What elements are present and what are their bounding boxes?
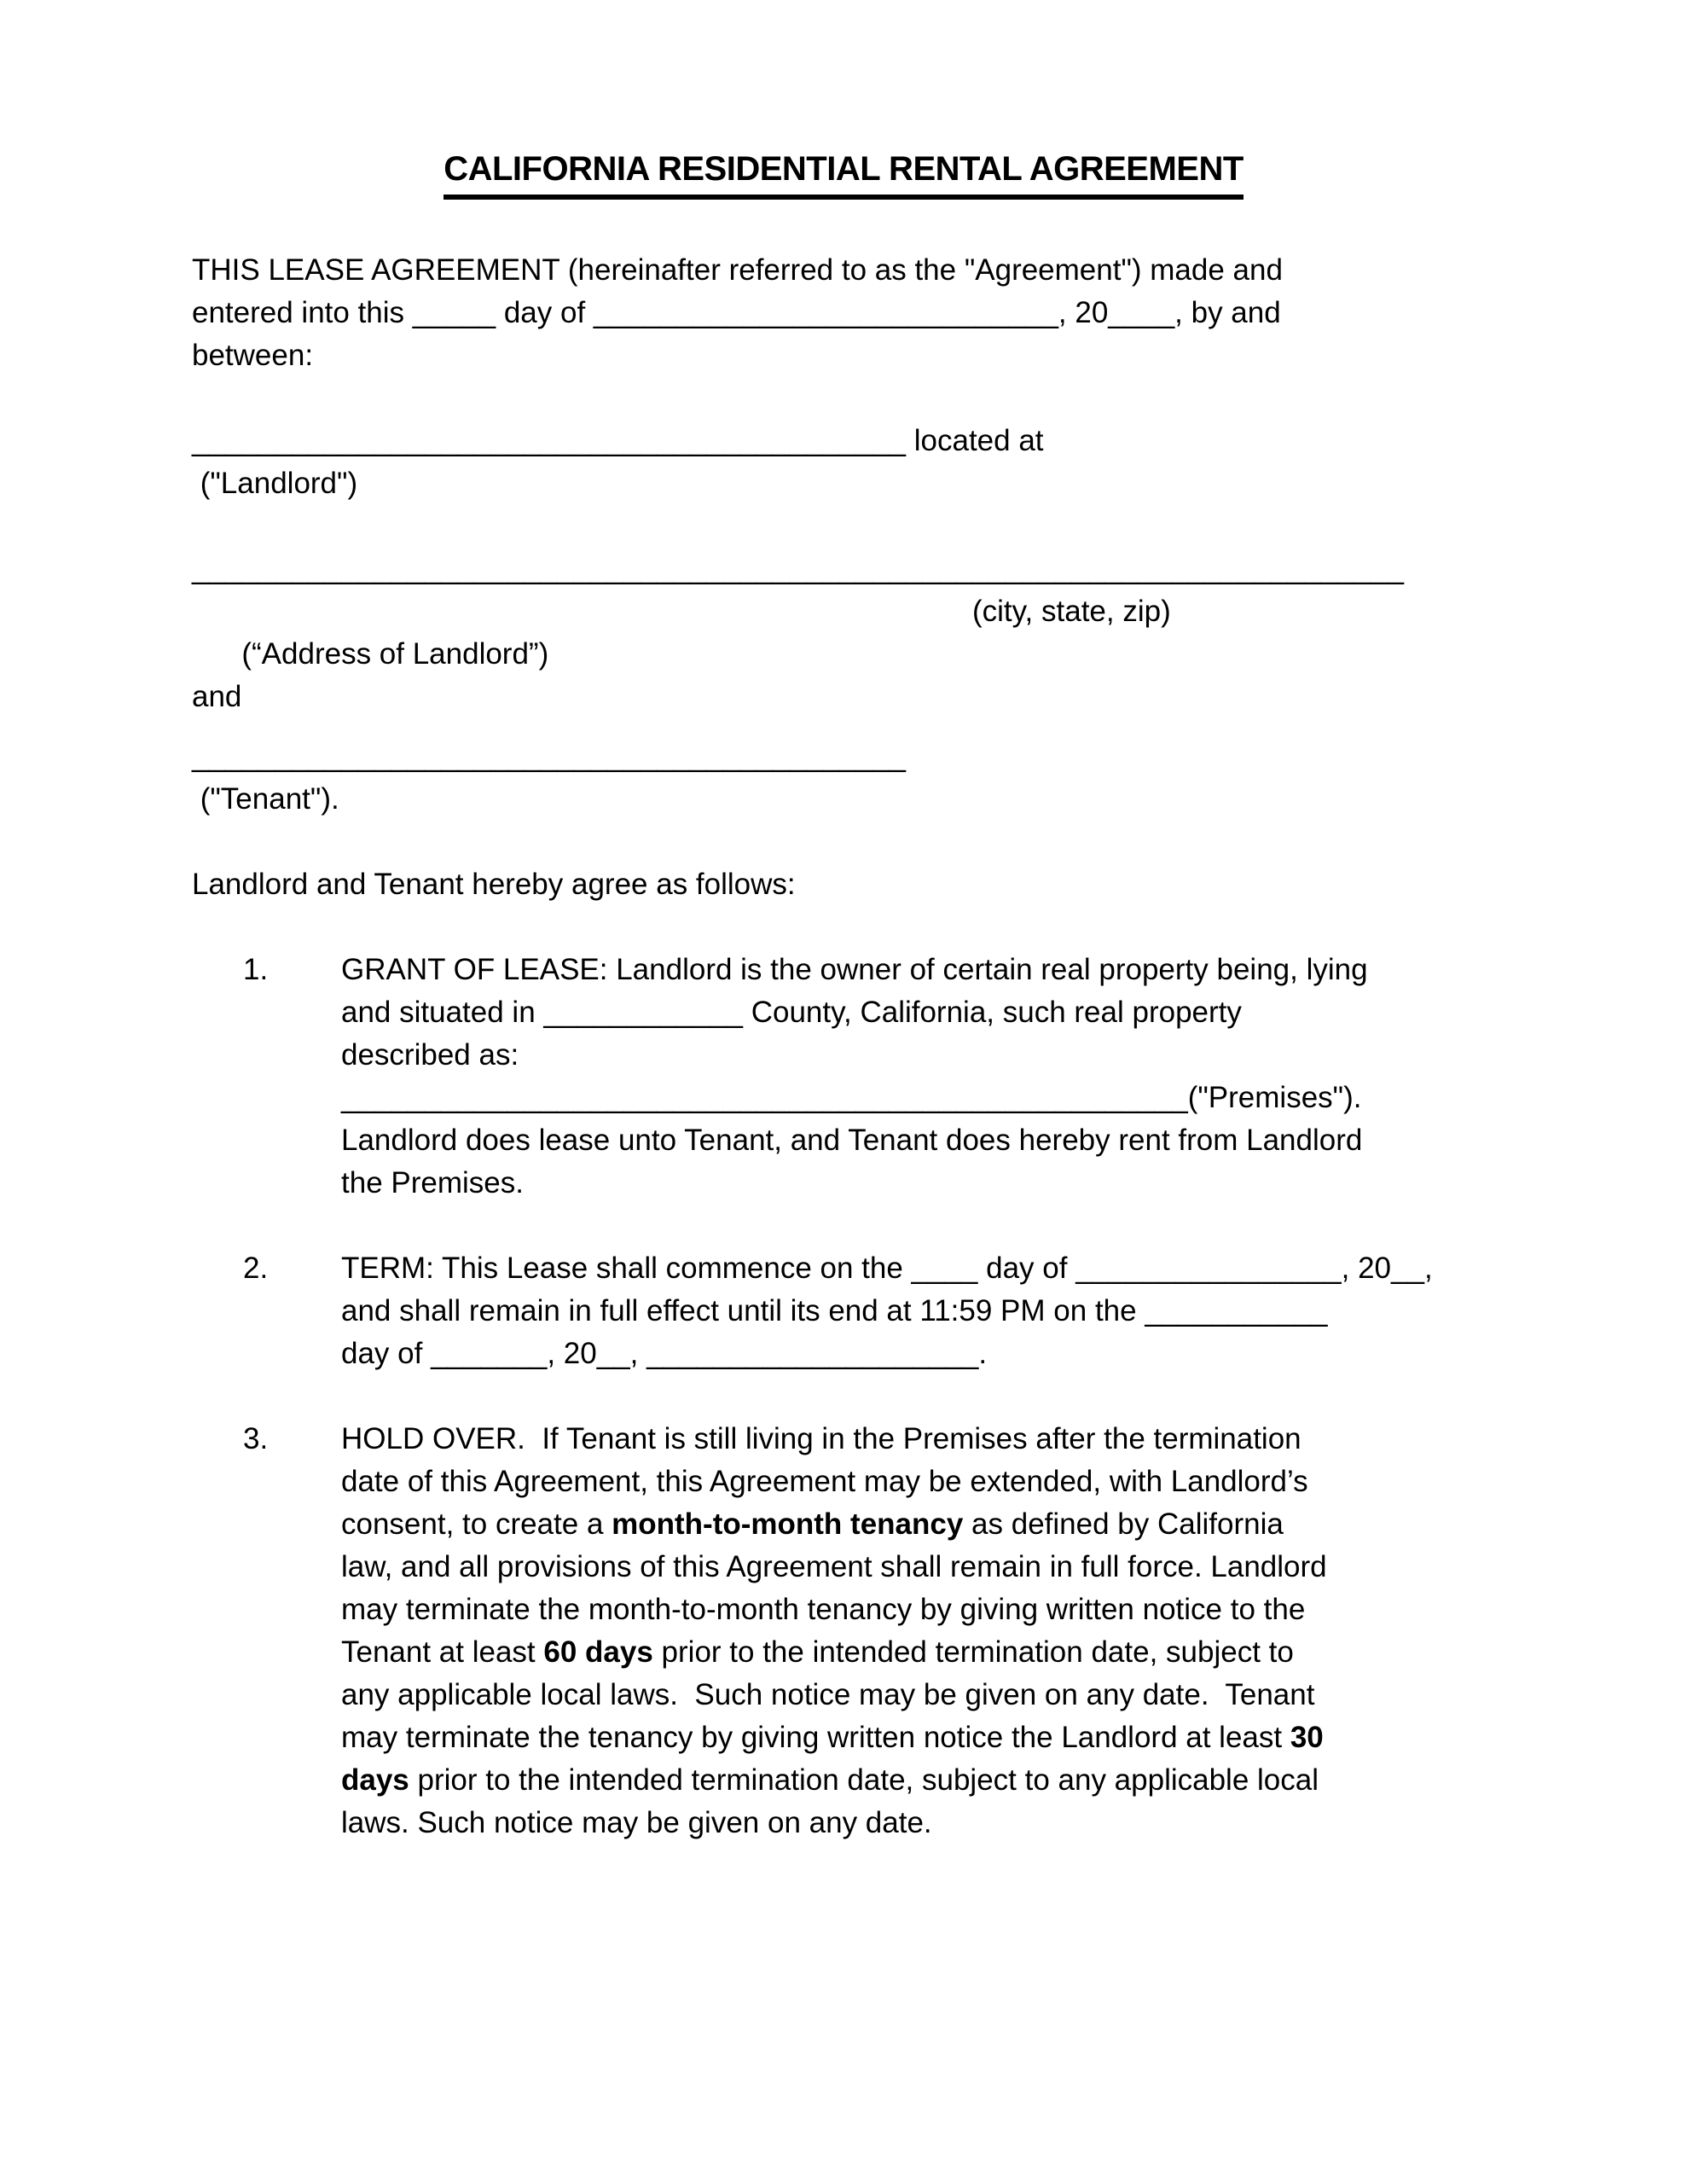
clause-3-line-5: may terminate the month-to-month tenancy by giving written notice to the [341,1593,1306,1626]
landlord-name-blank-line: ___________________________________________ located at [192,424,1044,457]
blank-paragraph [192,377,1495,420]
blank-paragraph [192,821,1495,863]
clause-3-line-2: date of this Agreement, this Agreement may be extended, with Landlord’s [341,1465,1308,1498]
clause-2-line-2: and shall remain in full effect until its end at 11:59 PM on the ___________ [341,1294,1328,1327]
clause-3-line-1: HOLD OVER. If Tenant is still living in the Premises after the termination [341,1422,1301,1455]
clause-3-line-3-post: as defined by California [963,1507,1284,1541]
blank-paragraph [192,906,1495,949]
landlord-block [192,420,1495,505]
clause-2-number: 2. [243,1252,269,1285]
clause-1-line-3: described as: [341,1038,519,1072]
clause-3-line-3 [341,1503,1495,1546]
clause-2-term [192,1247,1495,1375]
landlord-address-blank-line: _________________________________________________________________________ [192,552,1404,585]
clause-2-line-1: TERM: This Lease shall commence on the ____ day of ________________, 20__, [341,1252,1433,1285]
intro-line-3: between: [192,339,314,372]
clause-3-line-6-pre: Tenant at least [341,1635,544,1669]
agreement-intro-line: Landlord and Tenant hereby agree as follows: [192,868,796,901]
clause-3-number: 3. [243,1422,269,1455]
blank-paragraph [192,1205,1495,1247]
clause-1-line-6: the Premises. [341,1166,524,1199]
address-of-landlord-label: (“Address of Landlord”) [241,637,549,671]
thirty-bold-text: 30 [1290,1721,1324,1754]
sixty-days-bold-text: 60 days [543,1635,653,1669]
clause-1-grant-of-lease [192,949,1495,1205]
clause-1-line-2: and situated in ____________ County, California, such real property [341,996,1242,1029]
clause-1-line-1: GRANT OF LEASE: Landlord is the owner of certain real property being, lying [341,953,1368,986]
small-gap [192,718,1495,735]
clause-3-line-7: any applicable local laws. Such notice may be given on any date. Tenant [341,1678,1315,1711]
clause-3-line-3-pre: consent, to create a [341,1507,612,1541]
address-labels-row [192,590,1495,671]
blank-paragraph [192,505,1495,548]
clause-3-line-8 [341,1716,1495,1759]
clause-2-text [341,1247,1495,1375]
clause-3-line-4: law, and all provisions of this Agreement shall remain in full force. Landlord [341,1550,1327,1583]
clause-1-line-5: Landlord does lease unto Tenant, and Tenant does hereby rent from Landlord [341,1124,1363,1157]
clause-3-line-6-post: prior to the intended termination date, subject to [652,1635,1294,1669]
clause-3-line-9 [341,1759,1495,1802]
clause-1-premises-blank-line: ___________________________________________________("Premises"). [341,1081,1362,1114]
clause-3-hold-over [192,1418,1495,1844]
clause-3-line-6 [341,1631,1495,1674]
clause-3-text [341,1418,1495,1844]
intro-line-2: entered into this _____ day of ____________________________, 20____, by and [192,296,1281,329]
city-state-zip-label: (city, state, zip) [972,595,1171,628]
and-connector: and [192,680,242,713]
page-title: CALIFORNIA RESIDENTIAL RENTAL AGREEMENT [443,147,1244,200]
clause-2-line-3: day of _______, 20__, ____________________. [341,1337,988,1370]
clause-1-number: 1. [243,953,269,986]
intro-line-1: THIS LEASE AGREEMENT (hereinafter referred to as the "Agreement") made and [192,253,1283,287]
intro-paragraph [192,249,1495,377]
landlord-label: ("Landlord") [192,467,358,500]
tenant-block [192,735,1495,821]
clause-3-line-10: laws. Such notice may be given on any date. [341,1806,932,1839]
tenant-label: ("Tenant"). [192,782,339,816]
landlord-address-block [192,548,1495,671]
tenant-name-blank-line: ___________________________________________ [192,740,907,773]
month-to-month-bold-text: month-to-month tenancy [612,1507,964,1541]
clause-1-text [341,949,1495,1205]
clause-3-line-9-post: prior to the intended termination date, subject to any applicable local [409,1763,1319,1797]
title-row [192,147,1495,200]
blank-paragraph [192,1375,1495,1418]
clause-3-line-8-pre: may terminate the tenancy by giving written notice the Landlord at least [341,1721,1290,1754]
days-bold-text: days [341,1763,409,1797]
